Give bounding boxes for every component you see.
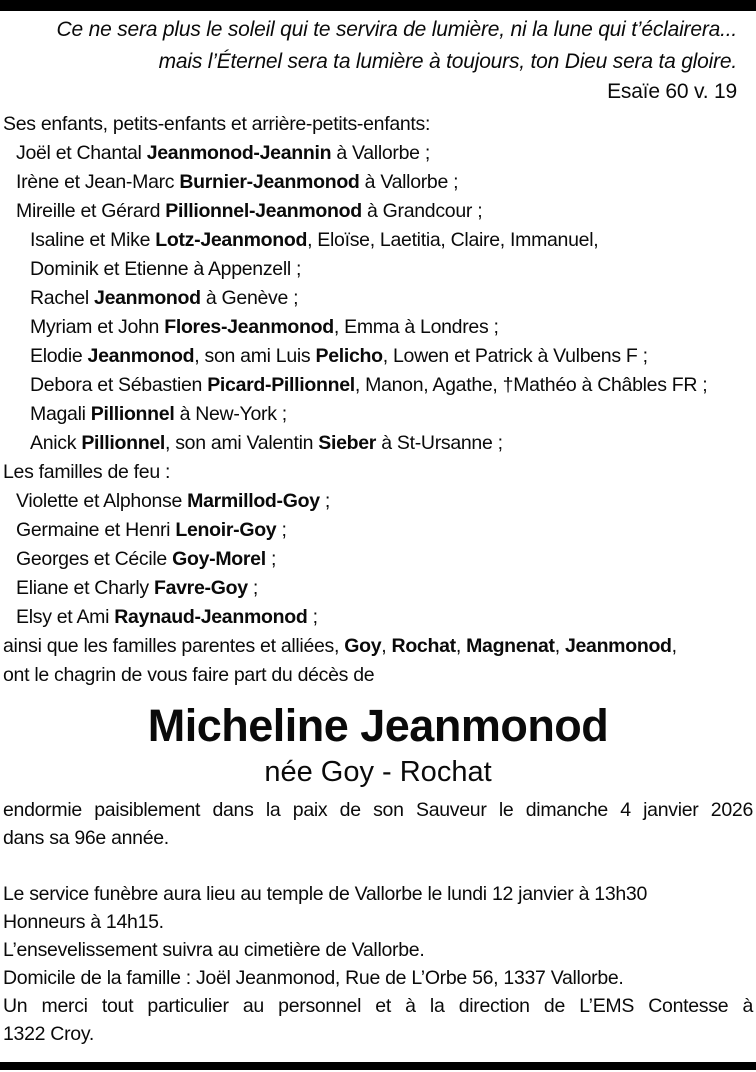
text-segment: Eliane et Charly — [16, 577, 154, 599]
text-segment: à Vallorbe ; — [359, 171, 459, 193]
family-line — [0, 255, 756, 284]
text-segment: , — [381, 635, 392, 657]
closing-line: L’ensevelissement suivra au cimetière de Vallorbe. — [3, 939, 425, 961]
text-segment: ; — [276, 519, 287, 541]
text-segment: Violette et Alphonse — [16, 490, 188, 512]
family-surname: Flores-Jeanmonod — [164, 316, 334, 338]
family-surname: Jeanmonod — [87, 345, 195, 367]
family-line — [0, 603, 756, 632]
closing-line: Domicile de la famille : Joël Jeanmonod, Rue de L’Orbe 56, 1337 Vallorbe. — [3, 967, 624, 989]
family-surname: Sieber — [318, 432, 377, 454]
text-segment: ont le chagrin de vous faire part du décès de — [3, 664, 375, 686]
text-segment: Isaline et Mike — [30, 229, 156, 251]
closing-line: Honneurs à 14h15. — [3, 911, 164, 933]
family-surname: Goy — [344, 635, 382, 657]
family-line — [0, 313, 756, 342]
family-line — [0, 168, 756, 197]
text-segment: Debora et Sébastien — [30, 374, 208, 396]
closing-line: dans sa 96e année. — [3, 827, 169, 849]
scripture-reference: Esaïe 60 v. 19 — [607, 80, 737, 103]
text-segment: à Vallorbe ; — [331, 142, 430, 164]
text-segment: , son ami Valentin — [165, 432, 319, 454]
family-line — [0, 197, 756, 226]
text-segment: Dominik et Etienne à Appenzell ; — [30, 258, 302, 280]
text-segment: , Manon, Agathe, †Mathéo à Châbles FR ; — [354, 374, 708, 396]
family-surname: Goy-Morel — [172, 548, 266, 570]
family-line — [0, 139, 756, 168]
family-surname: Pillionnel — [81, 432, 165, 454]
family-surname: Lenoir-Goy — [175, 519, 277, 541]
text-segment: Georges et Cécile — [16, 548, 173, 570]
text-segment: Joël et Chantal — [16, 142, 147, 164]
text-segment: Irène et Jean-Marc — [16, 171, 180, 193]
text-segment: ; — [265, 548, 277, 570]
text-segment: à New-York ; — [174, 403, 287, 425]
family-surname: Lotz-Jeanmonod — [155, 229, 308, 251]
text-segment: Ses enfants, petits-enfants et arrière-petits-enfants: — [3, 113, 431, 135]
family-line — [0, 226, 756, 255]
family-line — [0, 661, 756, 690]
text-segment: à Genève ; — [200, 287, 299, 309]
text-segment: , — [671, 635, 677, 657]
family-surname: Favre-Goy — [153, 577, 248, 599]
closing-line: Un merci tout particulier au personnel et à la direction de L’EMS Contesse à — [3, 995, 753, 1017]
family-surname: Jeanmonod — [564, 635, 672, 657]
text-segment: , Emma à Londres ; — [333, 316, 499, 338]
text-segment: ; — [247, 577, 258, 599]
family-surname: Pillionnel — [90, 403, 175, 425]
family-line — [0, 487, 756, 516]
epigraph-lines — [0, 14, 737, 78]
text-segment: Germaine et Henri — [16, 519, 176, 541]
text-segment: Anick — [30, 432, 82, 454]
epigraph-block — [0, 14, 737, 106]
family-line — [0, 429, 756, 458]
text-segment: Elsy et Ami — [16, 606, 115, 628]
text-segment: , — [554, 635, 565, 657]
closing-line: endormie paisiblement dans la paix de son Sauveur le dimanche 4 janvier 2026 — [3, 799, 753, 821]
text-segment: ainsi que les familles parentes et alliées, — [3, 635, 345, 657]
epigraph-line: mais l’Éternel sera ta lumière à toujours, ton Dieu sera ta gloire. — [158, 50, 737, 73]
text-segment: , son ami Luis — [194, 345, 316, 367]
family-surname: Burnier-Jeanmonod — [179, 171, 360, 193]
text-segment: Rachel — [30, 287, 95, 309]
family-surname: Rochat — [391, 635, 456, 657]
closing-paragraphs — [0, 796, 756, 1048]
family-surname: Picard-Pillionnel — [207, 374, 355, 396]
bottom-border-bar — [0, 1062, 756, 1070]
text-segment: ; — [307, 606, 318, 628]
text-segment: , — [455, 635, 467, 657]
family-surname: Pelicho — [315, 345, 383, 367]
text-segment: Myriam et John — [30, 316, 165, 338]
family-line — [0, 574, 756, 603]
top-border-bar — [0, 0, 756, 11]
text-segment: à Grandcour ; — [361, 200, 483, 222]
family-surname: Marmillod-Goy — [187, 490, 320, 512]
family-line — [0, 545, 756, 574]
text-segment: Elodie — [30, 345, 88, 367]
family-line — [0, 284, 756, 313]
family-surname: Jeanmonod — [94, 287, 201, 309]
text-segment: ; — [319, 490, 331, 512]
text-segment: , Lowen et Patrick à Vulbens F ; — [382, 345, 648, 367]
text-segment: Mireille et Gérard — [16, 200, 166, 222]
family-surname: Jeanmonod-Jeannin — [146, 142, 332, 164]
closing-line: 1322 Croy. — [3, 1023, 94, 1045]
epigraph-line: Ce ne sera plus le soleil qui te servira de lumière, ni la lune qui t’éclairera... — [56, 18, 737, 41]
text-segment: Les familles de feu : — [3, 461, 171, 483]
text-segment: , Eloïse, Laetitia, Claire, Immanuel, — [307, 229, 599, 251]
family-line — [0, 371, 756, 400]
family-line — [0, 516, 756, 545]
text-segment: à St-Ursanne ; — [376, 432, 503, 454]
paragraph-spacer — [0, 852, 756, 880]
family-line — [0, 458, 756, 487]
family-line — [0, 632, 756, 661]
family-line — [0, 342, 756, 371]
closing-line: Le service funèbre aura lieu au temple de Vallorbe le lundi 12 janvier à 13h30 — [3, 883, 648, 905]
family-surname: Raynaud-Jeanmonod — [114, 606, 308, 628]
family-surname: Pillionnel-Jeanmonod — [165, 200, 362, 222]
family-line — [0, 110, 756, 139]
family-surname: Magnenat — [466, 635, 555, 657]
family-list — [0, 110, 756, 690]
deceased-name: Micheline Jeanmonod — [147, 700, 609, 751]
family-line — [0, 400, 756, 429]
maiden-name: née Goy - Rochat — [264, 756, 492, 788]
text-segment: Magali — [30, 403, 91, 425]
